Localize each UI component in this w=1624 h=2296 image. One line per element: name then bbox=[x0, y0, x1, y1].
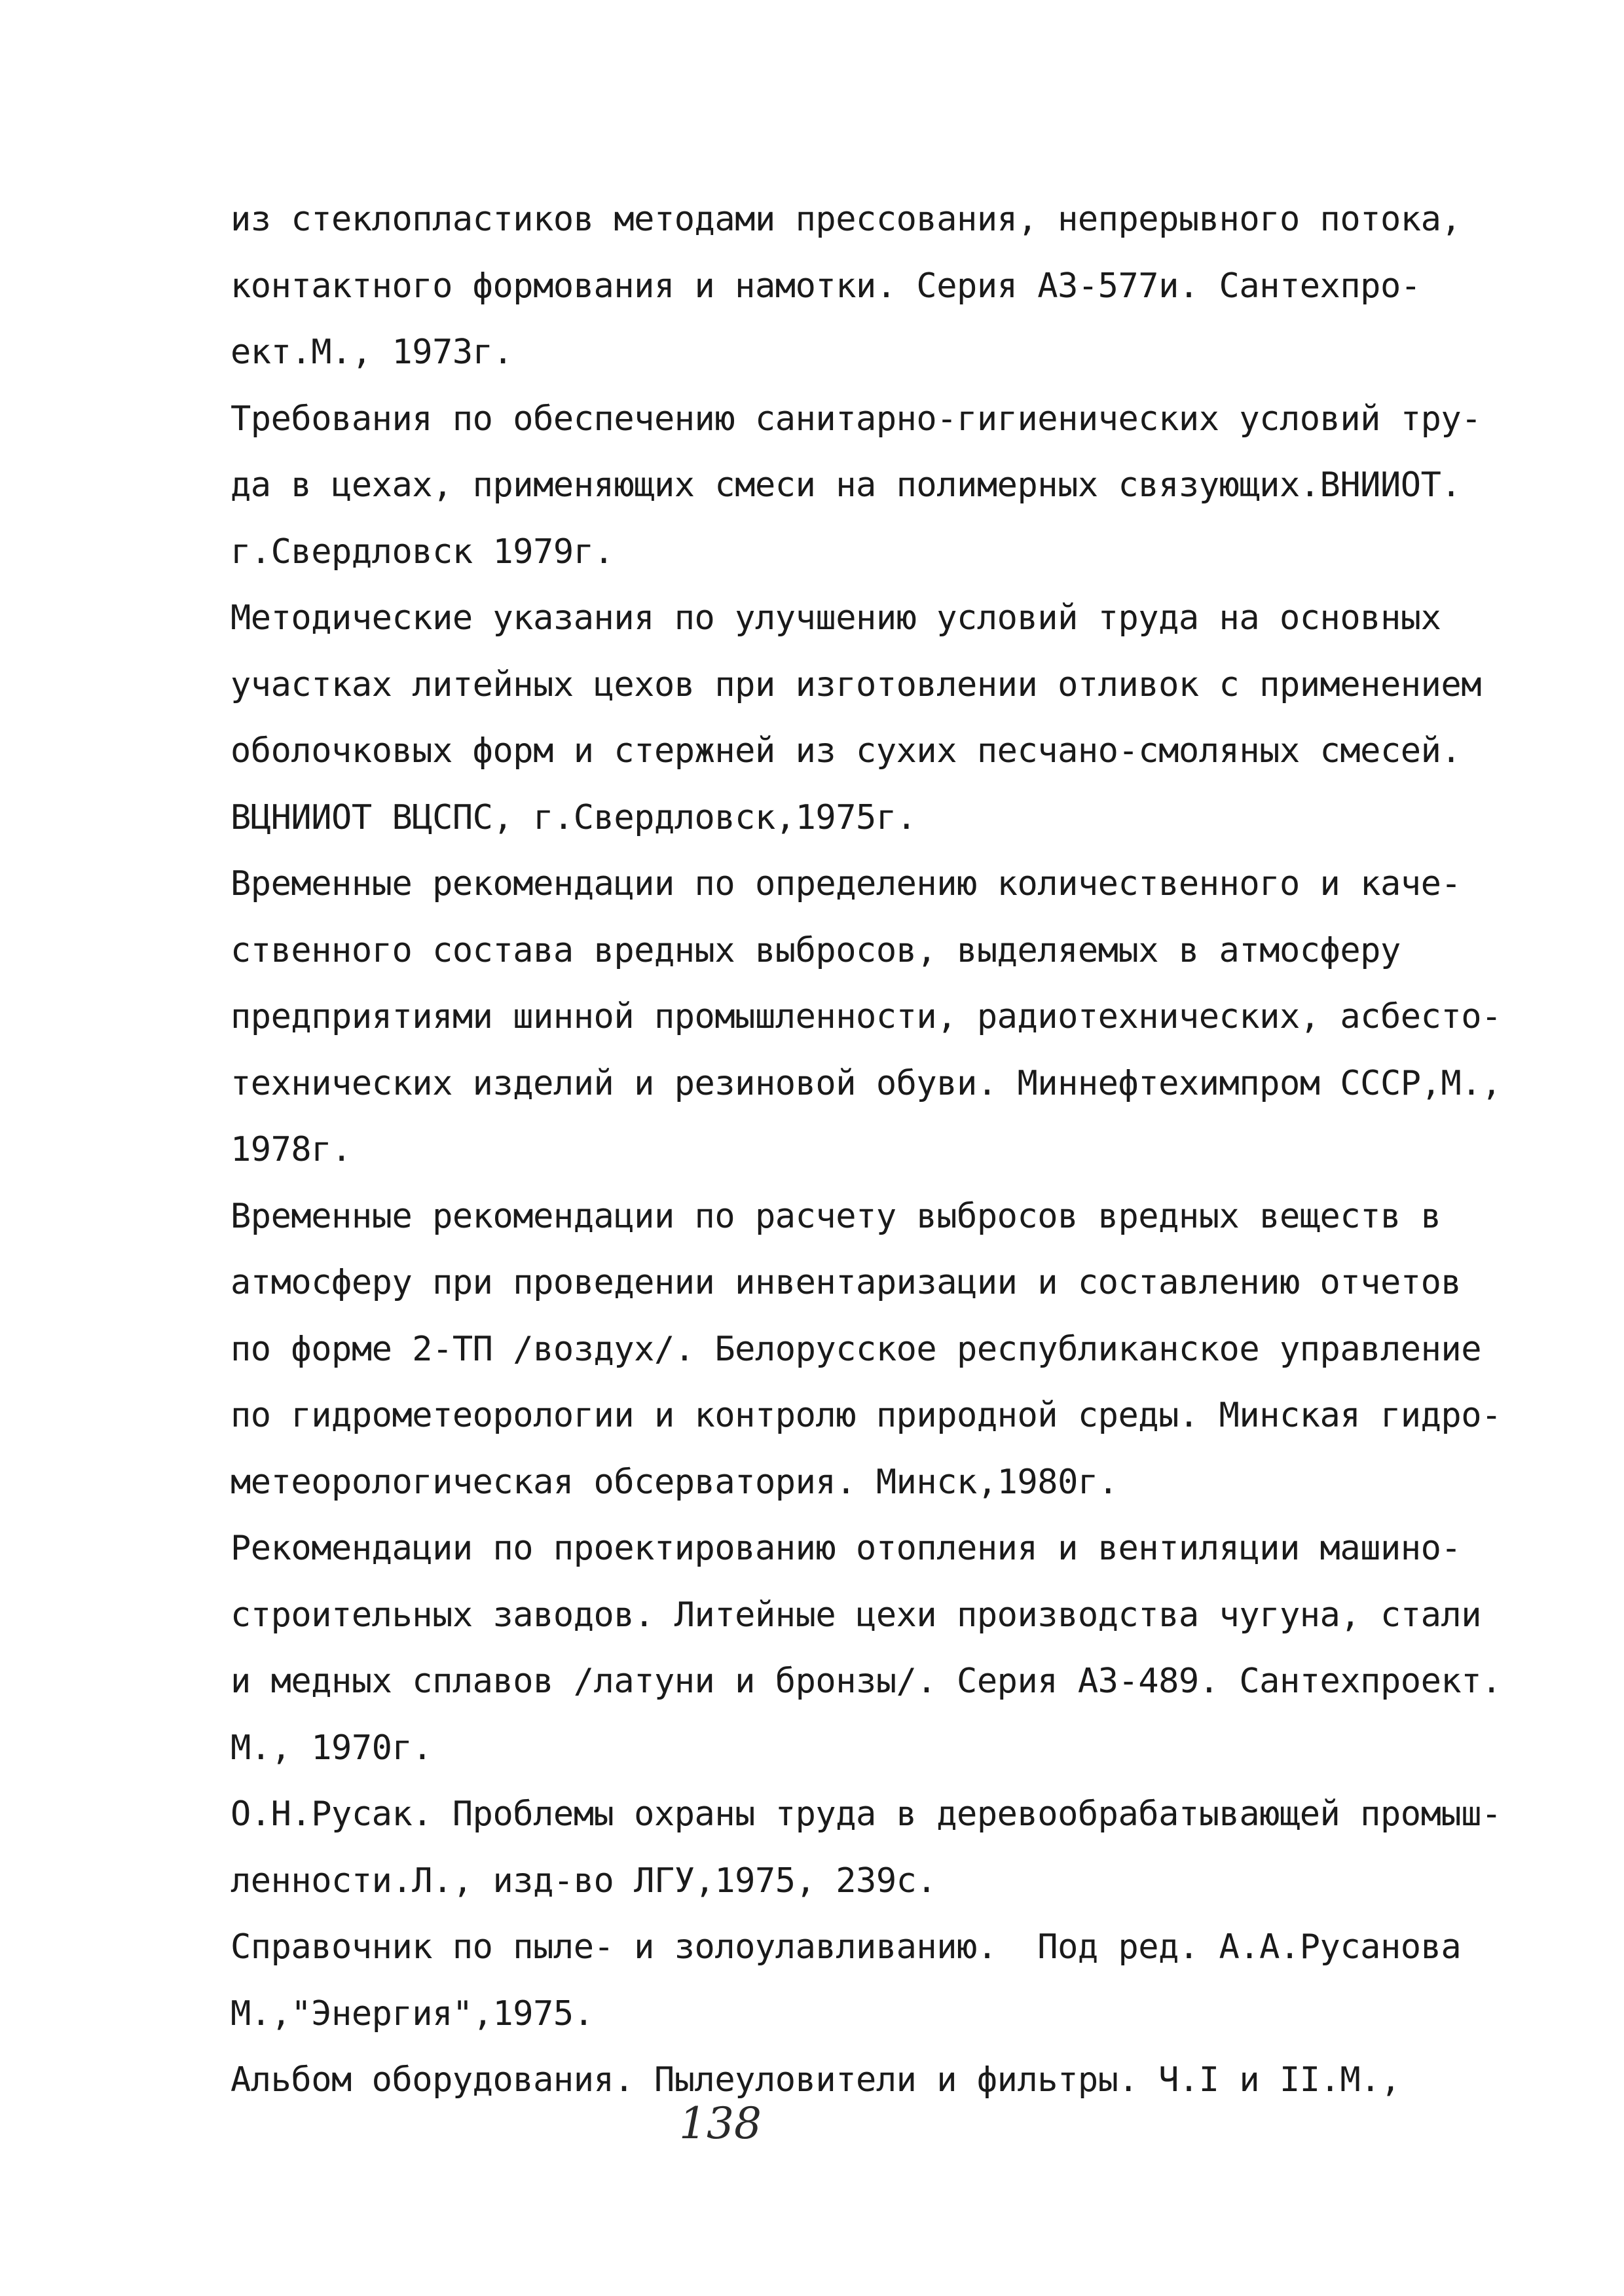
text-line: Методические указания по улучшению условий труда на основных bbox=[231, 598, 1441, 638]
text-line: ленности.Л., изд-во ЛГУ,1975, 239с. bbox=[231, 1861, 937, 1901]
text-line: метеорологическая обсерватория. Минск,1980г. bbox=[231, 1462, 1118, 1502]
text-line: оболочковых форм и стержней из сухих песчано-смоляных смесей. bbox=[231, 731, 1462, 771]
text-line: по гидрометеорологии и контролю природной среды. Минская гидро- bbox=[231, 1396, 1502, 1435]
text-line: 1978г. bbox=[231, 1130, 352, 1169]
text-line: М.,"Энергия",1975. bbox=[231, 1994, 594, 2033]
text-line: предприятиями шинной промышленности, радиотехнических, асбесто- bbox=[231, 997, 1502, 1036]
text-line: г.Свердловск 1979г. bbox=[231, 532, 614, 572]
page-number: 138 bbox=[679, 2098, 762, 2149]
text-line: Временные рекомендации по расчету выбросов вредных веществ в bbox=[231, 1196, 1441, 1236]
text-line: технических изделий и резиновой обуви. Миннефтехимпром СССР,М., bbox=[231, 1063, 1502, 1103]
text-line: ВЦНИИОТ ВЦСПС, г.Свердловск,1975г. bbox=[231, 797, 917, 837]
text-line: атмосферу при проведении инвентаризации и составлению отчетов bbox=[231, 1263, 1462, 1302]
text-line: Альбом оборудования. Пылеуловители и фильтры. Ч.I и II.М., bbox=[231, 2060, 1401, 2100]
text-line: контактного формования и намотки. Серия АЗ-577и. Сантехпро- bbox=[231, 266, 1421, 306]
text-line: строительных заводов. Литейные цехи производства чугуна, стали bbox=[231, 1595, 1482, 1635]
text-line: М., 1970г. bbox=[231, 1728, 433, 1768]
text-line: Временные рекомендации по определению количественного и каче- bbox=[231, 864, 1462, 903]
text-line: Рекомендации по проектированию отопления и вентиляции машино- bbox=[231, 1529, 1462, 1568]
text-line: по форме 2-ТП /воздух/. Белорусское республиканское управление bbox=[231, 1329, 1482, 1369]
text-line: да в цехах, применяющих смеси на полимерных связующих.ВНИИОТ. bbox=[231, 465, 1462, 505]
text-line: и медных сплавов /латуни и бронзы/. Серия АЗ-489. Сантехпроект. bbox=[231, 1662, 1502, 1701]
text-line: ект.М., 1973г. bbox=[231, 333, 513, 372]
text-line: Требования по обеспечению санитарно-гигиенических условий тру- bbox=[231, 399, 1482, 439]
text-line: О.Н.Русак. Проблемы охраны труда в деревообрабатывающей промыш- bbox=[231, 1795, 1502, 1834]
text-line: ственного состава вредных выбросов, выделяемых в атмосферу bbox=[231, 930, 1401, 970]
text-line: из стеклопластиков методами прессования, непрерывного потока, bbox=[231, 200, 1462, 239]
text-line: участках литейных цехов при изготовлении отливок с применением bbox=[231, 665, 1482, 704]
bibliography-text bbox=[231, 187, 1514, 2114]
text-line: Справочник по пыле- и золоулавливанию. Под ред. А.А.Русанова bbox=[231, 1927, 1462, 1967]
